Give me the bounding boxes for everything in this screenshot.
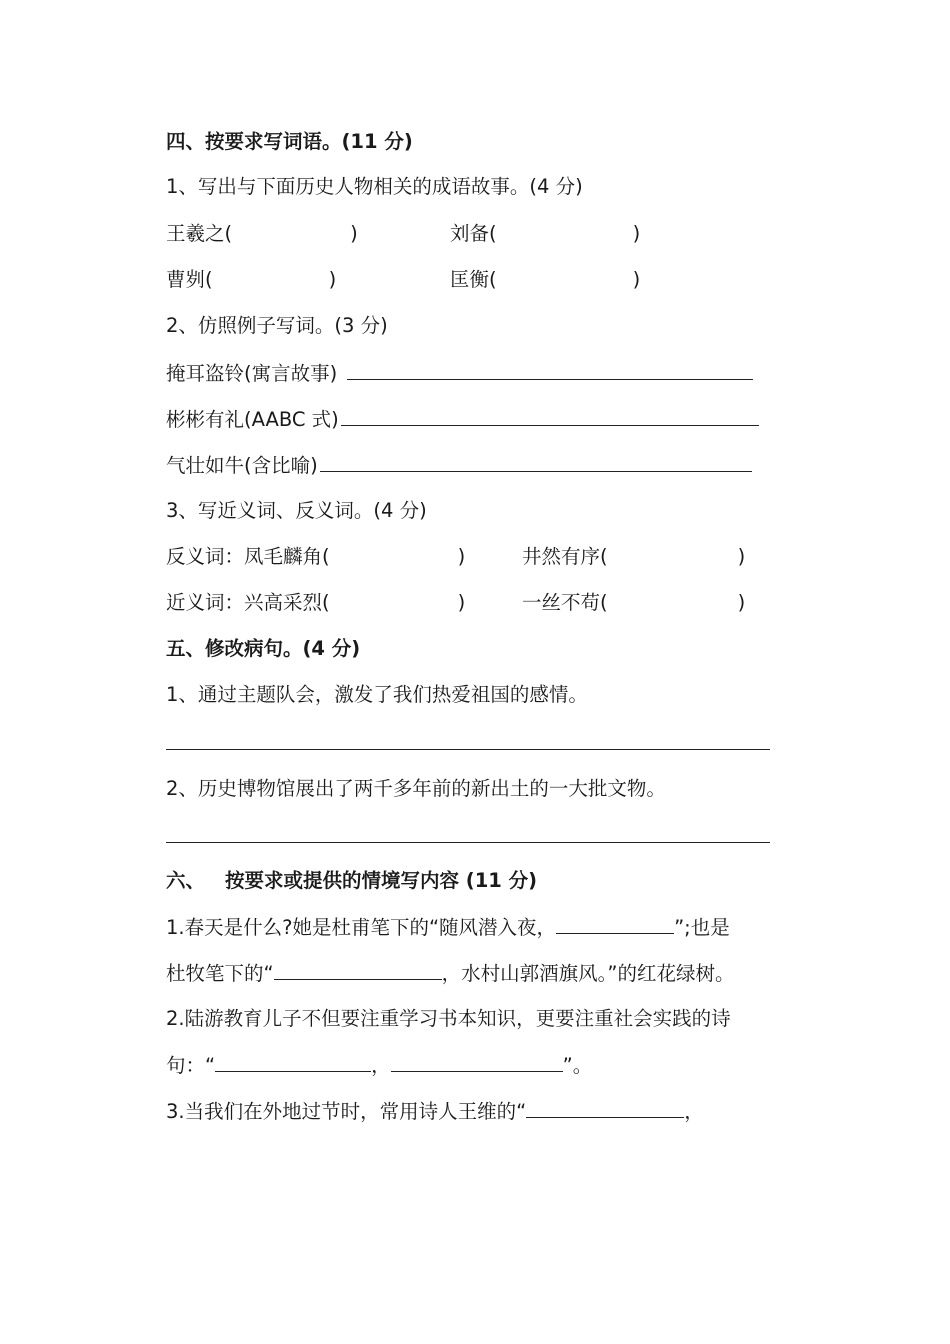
antonym-item-2: 井然有序( ): [522, 545, 746, 568]
answer-line-1[interactable]: [166, 749, 770, 750]
antonym-item: 反义词：凤毛麟角( ): [166, 545, 466, 568]
q4-3-label: 3、写近义词、反义词。(4 分): [166, 499, 427, 522]
word-item-1: 掩耳盗铃(寓言故事): [166, 359, 753, 388]
idiom-item-2: 刘备( ): [450, 222, 641, 245]
sentence-item-2: 2、历史博物馆展出了两千多年前的新出土的一大批文物。: [166, 777, 666, 800]
answer-blank[interactable]: [341, 405, 759, 426]
answer-blank[interactable]: [391, 1051, 563, 1072]
sentence-item-1: 1、通过主题队会，激发了我们热爱祖国的感情。: [166, 683, 588, 706]
answer-blank[interactable]: [556, 913, 674, 934]
idiom-person: 匡衡(: [450, 268, 497, 291]
idiom-person: 曹刿(: [166, 268, 213, 291]
synonym-item: 近义词：兴高采烈( ): [166, 591, 466, 614]
answer-blank[interactable]: [526, 1097, 684, 1118]
q4-2-label: 2、仿照例子写词。(3 分): [166, 314, 388, 337]
q4-1-label: 1、写出与下面历史人物相关的成语故事。(4 分): [166, 175, 583, 198]
section-6-title: 六、 按要求或提供的情境写内容 (11 分): [166, 869, 538, 892]
answer-blank[interactable]: [274, 959, 442, 980]
poem-line-4: 句：“ ， ”。: [166, 1051, 592, 1080]
answer-blank[interactable]: [320, 451, 752, 472]
answer-blank[interactable]: [347, 359, 753, 380]
poem-line-5: 3.当我们在外地过节时，常用诗人王维的“ ，: [166, 1097, 704, 1126]
answer-line-2[interactable]: [166, 842, 770, 843]
idiom-item-3: 曹刿( ): [166, 268, 337, 291]
poem-line-2: 杜牧笔下的“ ，水村山郭酒旗风。”的红花绿树。: [166, 959, 734, 988]
idiom-item-4: 匡衡( ): [450, 268, 641, 291]
answer-blank[interactable]: [215, 1051, 371, 1072]
idiom-item-1: 王羲之( ): [166, 222, 358, 245]
poem-line-1: 1.春天是什么?她是杜甫笔下的“随风潜入夜， ”;也是: [166, 913, 730, 942]
word-item-3: 气壮如牛(含比喻): [166, 451, 752, 480]
poem-line-3: 2.陆游教育儿子不但要注重学习书本知识，更要注重社会实践的诗: [166, 1007, 731, 1030]
synonym-item-2: 一丝不苟( ): [522, 591, 746, 614]
section-4-title: 四、按要求写词语。(11 分): [166, 130, 413, 153]
section-5-title: 五、修改病句。(4 分): [166, 637, 361, 660]
word-item-2: 彬彬有礼(AABC 式): [166, 405, 759, 434]
idiom-person: 刘备(: [450, 222, 497, 245]
idiom-person: 王羲之(: [166, 222, 233, 245]
